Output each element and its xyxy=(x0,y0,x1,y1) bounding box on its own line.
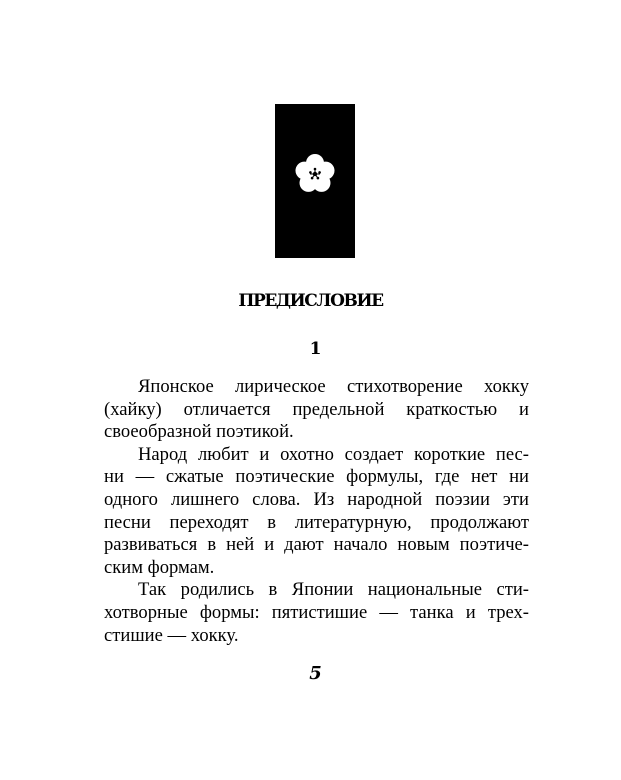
text-line: хотворные формы: пятистишие — танка и трех- xyxy=(104,601,529,623)
text-line: ни — сжатые поэтические формулы, где нет ни xyxy=(104,466,529,488)
text-line: Японское лирическое стихотворение хокку xyxy=(138,376,529,397)
text-line: ским формам. xyxy=(104,556,215,578)
text-line: (хайку) отличается предельной краткостью и xyxy=(104,398,529,420)
text-line: своеобразной поэтикой. xyxy=(104,421,294,443)
decorative-emblem xyxy=(275,104,355,258)
text-line: Так родились в Японии национальные сти- xyxy=(138,579,529,601)
paragraph xyxy=(104,376,529,444)
page-number: 5 xyxy=(309,663,322,684)
text-line: Народ любит и охотно создает короткие пес- xyxy=(138,443,529,465)
text-line: развиваться в ней и дают начало новым поэтиче- xyxy=(104,534,529,556)
flower-icon xyxy=(293,152,337,196)
text-line: стишие — хокку. xyxy=(104,624,239,646)
body-text xyxy=(104,376,529,647)
paragraph xyxy=(104,444,529,580)
page-title: ПРЕДИСЛОВИЕ xyxy=(238,291,383,311)
section-number: 1 xyxy=(309,339,322,359)
text-line: одного лишнего слова. Из народной поэзии эти xyxy=(104,488,529,510)
paragraph xyxy=(104,579,529,647)
text-line: песни переходят в литературную, продолжают xyxy=(104,511,529,533)
